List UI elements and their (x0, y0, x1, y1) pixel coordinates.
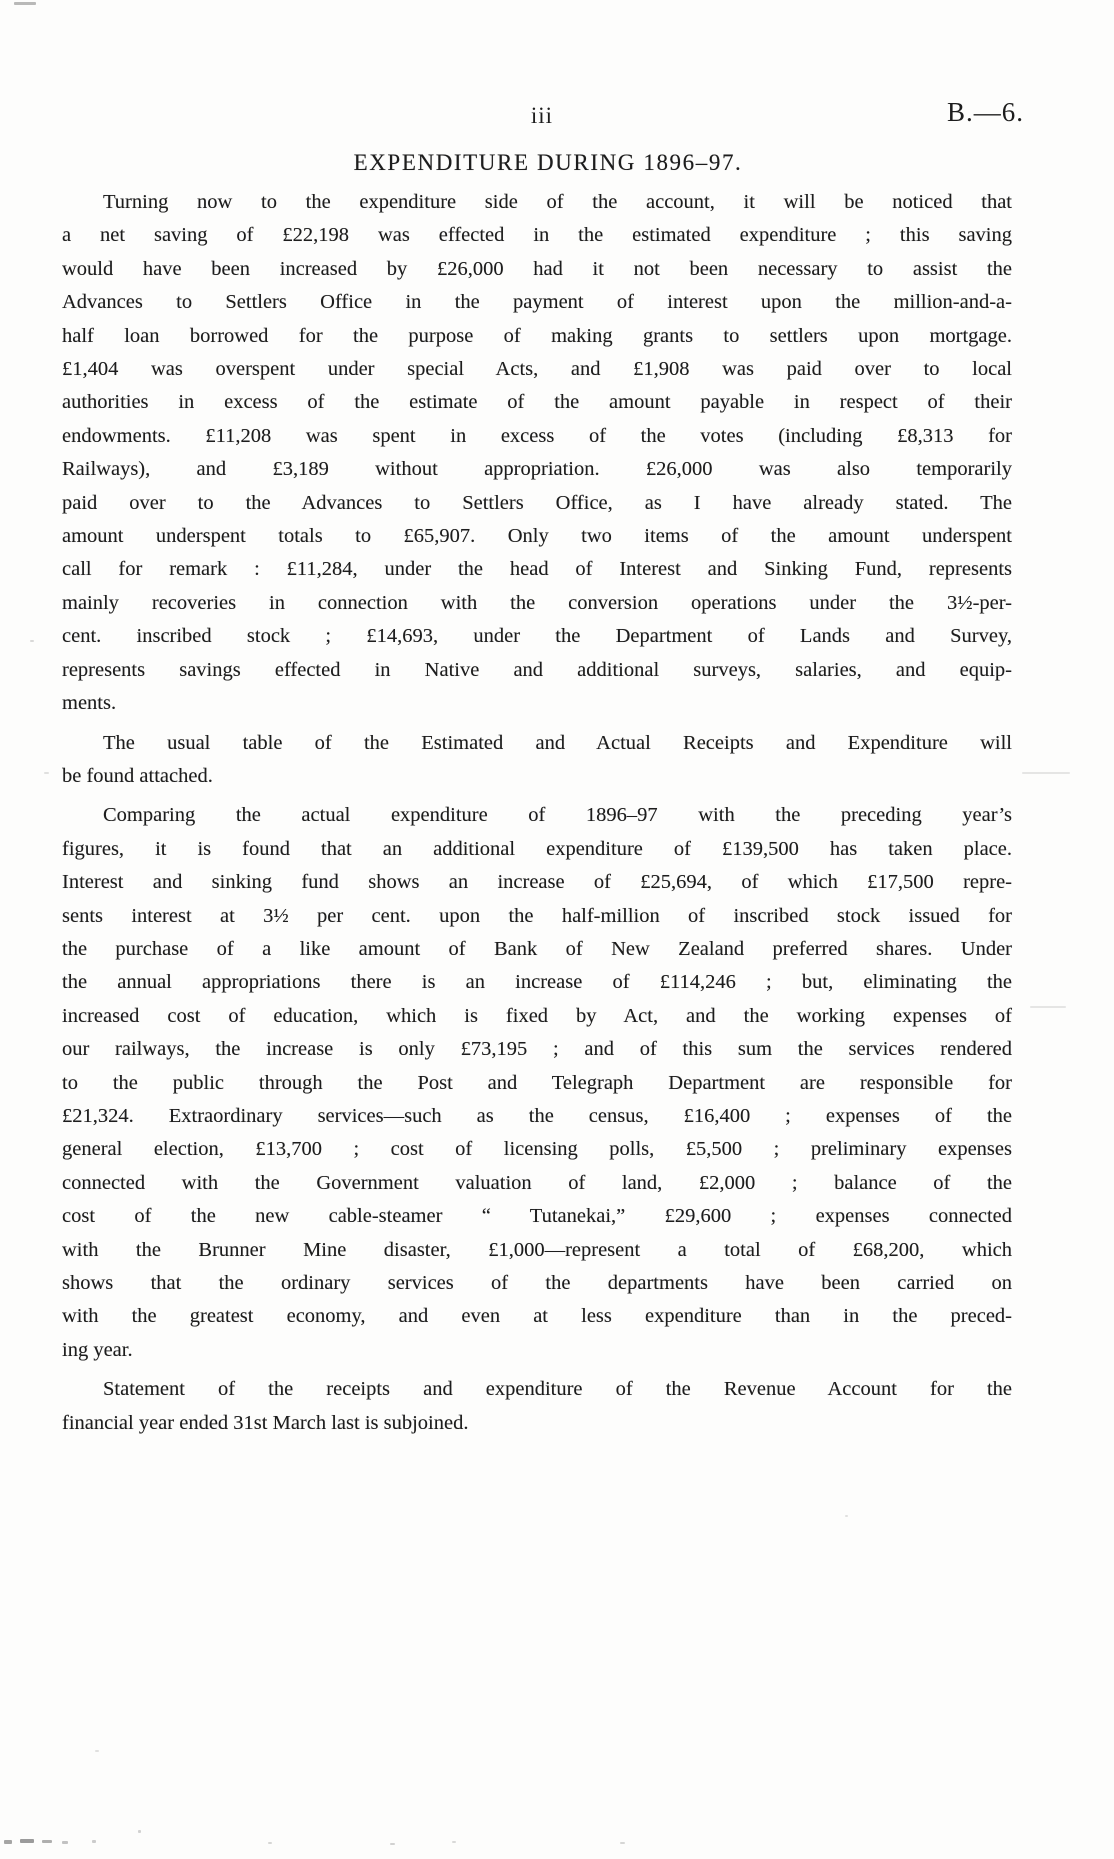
text-line: with the greatest economy, and even at less expenditure than in the preced- (62, 1305, 1012, 1328)
text-line: The usual table of the Estimated and Actual Receipts and Expenditure will (103, 731, 1012, 754)
scan-speckle (14, 2, 36, 5)
scan-speckle (1022, 772, 1070, 774)
text-line: general election, £13,700 ; cost of licensing polls, £5,500 ; preliminary expenses (62, 1138, 1012, 1161)
scan-speckle (62, 1841, 68, 1844)
scan-speckle (30, 640, 34, 642)
scan-speckle (44, 772, 49, 774)
text-line: figures, it is found that an additional expenditure of £139,500 has taken place. (62, 837, 1012, 860)
text-line: paid over to the Advances to Settlers Office, as I have already stated. The (62, 491, 1012, 514)
text-line: with the Brunner Mine disaster, £1,000—represent a total of £68,200, which (62, 1238, 1012, 1261)
scan-speckle (845, 1515, 848, 1517)
text-line: amount underspent totals to £65,907. Only two items of the amount underspent (62, 525, 1012, 548)
document-reference: B.—6. (947, 97, 1025, 127)
scan-speckle (92, 1840, 96, 1843)
text-line: mainly recoveries in connection with the conversion operations under the 3½-per- (62, 591, 1012, 614)
text-line: financial year ended 31st March last is subjoined. (62, 1411, 469, 1434)
text-line: represents savings effected in Native and additional surveys, salaries, and equip- (62, 658, 1012, 681)
text-line: £1,404 was overspent under special Acts, and £1,908 was paid over to local (62, 358, 1012, 381)
text-line: Comparing the actual expenditure of 1896–97 with the preceding year’s (103, 804, 1012, 827)
text-line: cost of the new cable-steamer “ Tutanekai,” £29,600 ; expenses connected (62, 1205, 1012, 1228)
scan-speckle (620, 1842, 625, 1844)
text-line: Railways), and £3,189 without appropriation. £26,000 was also temporarily (62, 458, 1012, 481)
scan-speckle (452, 1841, 456, 1843)
paragraph (62, 1373, 1012, 1440)
scan-speckle (138, 1830, 141, 1833)
text-line: the purchase of a like amount of Bank of New Zealand preferred shares. Under (62, 937, 1012, 960)
paragraph (62, 186, 1012, 721)
scan-speckle (4, 1840, 12, 1844)
text-line: ments. (62, 692, 117, 715)
text-line: shows that the ordinary services of the departments have been carried on (62, 1272, 1012, 1294)
scan-speckle (95, 1750, 99, 1752)
text-line: Turning now to the expenditure side of the account, it will be noticed that (103, 191, 1012, 213)
text-line: cent. inscribed stock ; £14,693, under the Department of Lands and Survey, (62, 625, 1012, 648)
text-line: be found attached. (62, 764, 213, 787)
paragraph (62, 727, 1012, 794)
scan-speckle (390, 1843, 395, 1845)
text-line: our railways, the increase is only £73,195 ; and of this sum the services rendered (62, 1038, 1012, 1061)
text-line: £21,324. Extraordinary services—such as the census, £16,400 ; expenses of the (62, 1104, 1012, 1127)
text-line: half loan borrowed for the purpose of making grants to settlers upon mortgage. (62, 324, 1012, 347)
text-line: increased cost of education, which is fixed by Act, and the working expenses of (62, 1004, 1012, 1027)
section-heading: EXPENDITURE DURING 1896–97. (353, 150, 743, 175)
text-line: Statement of the receipts and expenditure of the Revenue Account for the (103, 1378, 1012, 1401)
scan-speckle (1030, 1006, 1066, 1008)
text-line: sents interest at 3½ per cent. upon the half-million of inscribed stock issued for (62, 904, 1012, 927)
text-line: would have been increased by £26,000 had it not been necessary to assist the (62, 257, 1012, 280)
text-line: Interest and sinking fund shows an increase of £25,694, of which £17,500 repre- (62, 871, 1012, 894)
text-line: Advances to Settlers Office in the payment of interest upon the million-and-a- (62, 291, 1012, 314)
text-line: a net saving of £22,198 was effected in the estimated expenditure ; this saving (62, 224, 1012, 247)
page-number: iii (530, 103, 554, 128)
text-line: the annual appropriations there is an increase of £114,246 ; but, eliminating the (62, 971, 1012, 994)
body-text (62, 186, 1012, 1440)
text-line: call for remark : £11,284, under the head of Interest and Sinking Fund, represents (62, 558, 1012, 581)
text-line: ing year. (62, 1338, 133, 1361)
text-line: endowments. £11,208 was spent in excess of the votes (including £8,313 for (62, 424, 1012, 447)
text-line: to the public through the Post and Telegraph Department are responsible for (62, 1071, 1012, 1094)
text-line: authorities in excess of the estimate of the amount payable in respect of their (62, 391, 1012, 414)
paragraph (62, 799, 1012, 1367)
scan-speckle (20, 1839, 34, 1843)
text-line: connected with the Government valuation of land, £2,000 ; balance of the (62, 1171, 1012, 1194)
scan-speckle (42, 1840, 52, 1843)
scan-speckle (268, 1842, 272, 1844)
